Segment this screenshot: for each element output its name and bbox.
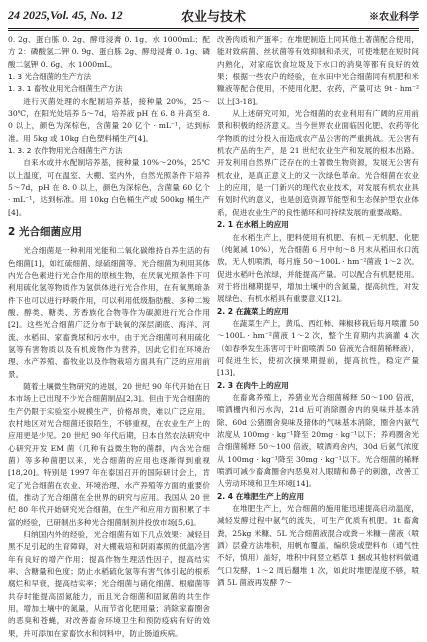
paragraph: 自来水或井水配制培养基，接种量 10%～20%，25℃以上温度，可在温室、大棚、室内外，自然光照条件下培养 5～7d，pH 在 8. 0 以上，颜色为深棕色，含菌量 60 亿个 · mL⁻¹，达到标准。用 10kg 白色桶生产或 500kg 桶生产[4]。 xyxy=(8,158,210,217)
paragraph: 在蔬菜生产上，黄瓜、西红柿、辣椒移栽后每月喷灌 50～100L · hm⁻²菌液 1～2 次，整个生育期内共滴灌 4 次（如春季发生冻害可于叶面喷洒 50 倍液光合细菌稀释液），可促进生长，使初次摘果期提前，提高抗性，稳定产量[13]。 xyxy=(217,318,419,378)
left-column xyxy=(8,34,210,640)
paragraph: 0. 2g、蛋白胨 0. 2g、酵母浸膏 0. 1g、水 1000mL；配方 2：磷酸氢二钾 0. 9g、蛋白胨 2g、酵母浸膏 0. 1g、磷酸二氢钾 0. 6g、水 1000mL。 xyxy=(8,35,210,69)
subsection-heading: 1. 3. 1 畜牧业用光合细菌生产方法 xyxy=(8,84,123,94)
paragraph: 归纳国内外的经验，光合细菌有如下几点效果：减轻目黑不足引起的生育障碍，对大棚栽培和阴雨寡照的低温冷害年有良好的增产作用；提高作物生理活性因子，提高结实率、含糖量和色度；防止水稻硫化氢等有害气体引起的根系腐烂和早衰，提高结实率；光合细菌与硝化细菌、根瘤菌等共存时能提高固氮能力，而且光合细菌和固氮菌的共生作用，增加土壤中的氮量，从而节省化肥用量；消除家畜圈舍的恶臭和苍蝇，对改善畜舍环境卫生和预防疫病有好的效果，并可添加在家畜饮水和饲料中，防止肠道疾病。 xyxy=(8,530,210,638)
paragraph: 光合细菌是一种利用光能和二氧化碳维持自养生活的有色细菌[1]，如红硫细菌、绿硫细菌等。光合细菌为利用其体内光合色素进行光合作用的原核生物，在厌氧光照条件下可利用硫化氢等物质作为氢供体进行光合作用，在有氧黑暗条件下也可以进行呼吸作用，可以利用低级脂肪酸、多种二羧酸、醇类、糖类、芳香族化合物等作为碳源进行光合作用[2]。这些光合细菌广泛分布于缺氧的深层湖底、海洋、河流、水稻田、家畜粪尿和污水中，由于光合细菌可利用硫化氢等有害物质以及有机废物作为营养，因此它们在环境治理、水产养殖、畜牧业以及作物栽培方面具有广泛的应用前景。 xyxy=(8,246,210,379)
paragraph: 改善肉质和产蛋率；在堆肥制造上同其他土著菌配合使用，能对致病菌、丝状菌等有效抑制和杀灭，可使堆肥在短时间内熟化，对家庭饮食垃圾及下水口的消臭等都有良好的效果；根据一些农户的经验，在水田中光合细菌同有机肥和米糠液等配合使用，不使用化肥、农药，产量可达 9t · hm⁻²以上[3-18]。 xyxy=(217,35,419,106)
subsection-heading: 1. 3. 2 农作物用光合细菌生产方法 xyxy=(8,146,123,156)
paragraph: 在堆肥生产上，光合细菌的施用能迅速提高启动温度，减轻发酵过程中氨气的流失，可生产优质有机肥。1t 畜禽粪，25kg 米糠、5L 光合细菌液混合或粪－米糠－菌液（喷洒）层叠方法堆积，用帆布覆盖，编织袋或塑料布（通气性不好，慎用）盖好，堆积中间竖立稻草 1 捆或其他材料做通气口发酵，1～2 周后翻堆 1 次，如此时堆肥湿度不够，喷洒 5L 菌液再发酵 7～ xyxy=(217,504,419,588)
page-number-issue: 24 2025,Vol. 45, No. 12 xyxy=(8,7,123,22)
section-heading: 1. 3 光合细菌的生产方法 xyxy=(8,72,91,82)
paragraph: 在畜禽养殖上，养猪业光合细菌稀释 50～100 倍液，喷洒栅内和污水沟，21d 后可消除圈舍内的臭味并基本消除、60d 公猪圈舍臭味及猪体的气味基本消除，圈舍内氨气浓度从 100mg · kg⁻¹降至 20mg · kg⁻¹以下；养鸡圈舍光合细菌稀释 50～100 倍液，喷洒鸡舍内，30d 后氨气浓度从 100mg · kg⁻¹降至 30mg · kg⁻¹以下。光合细菌的稀释喷洒可减少畜禽圈舍内恶臭对人眼睛和鼻子的刺激，改善工人劳动环境和卫生环境[14]。 xyxy=(217,392,419,489)
column-label: ※农业科学 xyxy=(369,11,419,23)
page-header xyxy=(8,4,419,26)
section-heading: 2. 3 在肉牛上的应用 xyxy=(217,380,289,390)
section-heading: 2. 4 在堆肥生产上的应用 xyxy=(217,491,305,501)
header-rule-bottom xyxy=(8,30,419,31)
chapter-heading: 2 光合细菌应用 xyxy=(8,226,82,239)
journal-title: 农业与技术 xyxy=(180,8,246,24)
paragraph: 进行灭菌处理的水配制培养基，接种量 20%，25～30℃，在阳光处培养 5～7d，培养液 pH 在 6. 8 升高至 8. 0 以上，颜色为深棕色，含菌量 20 亿个 · mL⁻¹，达到标准。用 5kg 或 10kg 白色塑料桶生产[4]。 xyxy=(8,96,210,143)
right-column xyxy=(217,34,419,589)
paragraph: 从上述研究可知，光合细菌的农业利用有广阔的应用前景和积极的经济意义。当今世界农业面临因化肥、农药等化学物质的过分投入而造成农产品公害的严重挑战。无公害有机农产品的生产，是 21 世纪农业生产和发展的根本出路。开发利用自然界广泛存在的土著微生物资源，发展无公害有机农业，是真正意义上的又一次绿色革命。光合细菌在农业上的应用，是一门新兴的现代农业技术，对发展有机农业具有划时代的意义，也是创造资源节能型和生态保护型农业体系，促进农业生产的良性循环和可持续发展的重要战略。 xyxy=(217,109,419,217)
header-rule-top xyxy=(8,28,419,29)
section-heading: 2. 2 在蔬菜上的应用 xyxy=(217,306,289,316)
paragraph: 在水稻生产上，肥料使用有机肥、有机－无机肥、化肥（纯氮减 10%），光合细菌 6 月中旬～8 月末从稻田水口流放，无人机喷洒，每月施 50～100L · hm⁻²菌液 1～2 次。促进水稻叶色浓绿，并能提高产量。可以配合有机肥使用。对于将出穗期提早，增加土壤中的含氮量，提高抗性，对发展绿色、有机水稻具有重要意义[12]。 xyxy=(217,232,419,304)
paragraph: 随着土壤微生物研究的进展，20 世纪 90 年代开始在日本市场上已出现不少光合细菌制品[2,3]。但由于光合细菌的生产仍限于实验室小规模生产，价格昂贵，难以广泛应用。农村地区对光合细菌还很陌生，不够重视，在农业生产上的应用更是少见。20 世纪 90 年代后期，日本自然农法研究中心研究开发 EM 菌（几种有益微生物的菌群，内含光合细菌）等多种菌肥以来，光合细菌的应用也逐渐得到重视[18,20]。特别是 1997 年在泰国召开的国际研讨会上，肯定了光合细菌在农业、环境治理、水产养殖等方面的重要价值，推动了光合细菌在全世界的研究与应用。我国从 20 世纪 80 年代开始研究光合细菌，在生产和应用方面积累了丰富的经验，已研制出多种光合细菌制剂并投放市场[5,6]。 xyxy=(8,381,210,527)
section-heading: 2. 1 在水稻上的应用 xyxy=(217,220,289,230)
